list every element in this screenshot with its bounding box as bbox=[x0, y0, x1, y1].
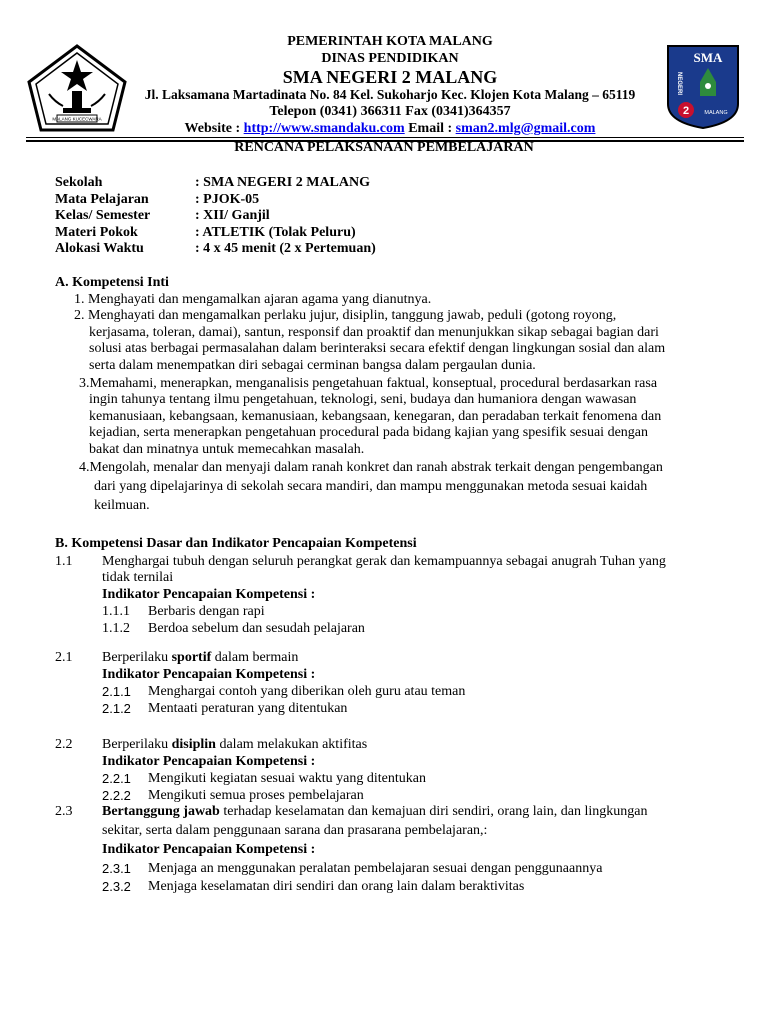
indicator-text: Menjaga keselamatan diri sendiri dan orang lain dalam beraktivitas bbox=[148, 879, 525, 894]
indicator-code: 2.3.1 bbox=[102, 861, 131, 876]
ki-line: ingin tahunya tentang ilmu pengetahuan, teknologi, seni, budaya dan humaniora dengan wawasan bbox=[89, 392, 637, 407]
indicator-text: Menjaga an menggunakan peralatan pembelajaran sesuai dengan penggunaannya bbox=[148, 861, 603, 876]
logo-negeri-text: NEGERI bbox=[676, 72, 682, 96]
indicator-text: Berbaris dengan rapi bbox=[148, 604, 265, 619]
kd-number: 2.1 bbox=[55, 650, 73, 665]
indicator-heading: Indikator Pencapaian Kompetensi : bbox=[102, 842, 316, 857]
kd-keyword: Bertanggung jawab bbox=[102, 804, 220, 819]
ki-line: kemanusiaan, kebangsaan, kemanusiaan, kebangsaan, kenegaran, dan peradaban terkait fenomena dan bbox=[89, 409, 662, 424]
ki-line: solusi atas berbagai permasalahan dalam berinteraksi secara efektif dengan lingkungan sosial dan alam bbox=[89, 341, 666, 356]
contact-line bbox=[140, 121, 640, 137]
indicator-heading: Indikator Pencapaian Kompetensi : bbox=[102, 587, 316, 602]
indicator-code: 2.2.1 bbox=[102, 771, 131, 786]
kd-keyword: disiplin bbox=[171, 737, 216, 752]
identity-value: : PJOK-05 bbox=[195, 192, 260, 207]
ki-line: 3.Memahami, menerapkan, menganalisis pengetahuan faktual, konseptual, procedural berdasarkan rasa bbox=[79, 376, 658, 391]
ki-line: kerjasama, toleran, damai), santun, responsif dan proaktif dan menunjukkan sikap sebagai bagian dari bbox=[89, 325, 659, 340]
indicator-text: Mentaati peraturan yang ditentukan bbox=[148, 701, 348, 716]
logo-number: 2 bbox=[682, 105, 690, 117]
kd-pre: Berperilaku bbox=[102, 737, 172, 752]
identity-label: Kelas/ Semester bbox=[55, 208, 151, 223]
section-b-title: B. Kompetensi Dasar dan Indikator Pencapaian Kompetensi bbox=[55, 536, 417, 551]
email-label: Email : bbox=[404, 121, 456, 136]
indicator-code: 1.1.1 bbox=[102, 604, 130, 619]
indicator-code: 2.1.1 bbox=[102, 684, 131, 699]
school-phone: Telepon (0341) 366311 Fax (0341)364357 bbox=[269, 104, 511, 119]
kd-number: 1.1 bbox=[55, 554, 73, 569]
kd-text: tidak ternilai bbox=[102, 570, 174, 585]
kd-post: dalam bermain bbox=[211, 650, 299, 665]
emblem-motto: MALANG KUCECWARA bbox=[52, 116, 102, 122]
government-name: PEMERINTAH KOTA MALANG bbox=[287, 34, 493, 49]
kd-text bbox=[102, 803, 648, 820]
header-divider-thin bbox=[26, 137, 744, 138]
school-name: SMA NEGERI 2 MALANG bbox=[282, 67, 498, 87]
kd-pre: Berperilaku bbox=[102, 650, 172, 665]
city-emblem-logo bbox=[25, 44, 129, 136]
ki-line: 4.Mengolah, menalar dan menyaji dalam ranah konkret dan ranah abstrak terkait dengan pengembangan bbox=[79, 460, 663, 475]
school-address: Jl. Laksamana Martadinata No. 84 Kel. Sukoharjo Kec. Klojen Kota Malang – 65119 bbox=[144, 87, 636, 102]
indicator-code: 2.1.2 bbox=[102, 701, 131, 716]
department-name: DINAS PENDIDIKAN bbox=[321, 51, 459, 66]
indicator-text: Mengikuti kegiatan sesuai waktu yang ditentukan bbox=[148, 771, 426, 786]
indicator-code: 1.1.2 bbox=[102, 621, 130, 636]
indicator-heading: Indikator Pencapaian Kompetensi : bbox=[102, 754, 316, 769]
ki-line: keilmuan. bbox=[94, 498, 150, 513]
kd-keyword: sportif bbox=[171, 650, 212, 665]
ki-line: bakat dan minatnya untuk memecahkan masalah. bbox=[89, 442, 365, 457]
indicator-text: Menghargai contoh yang diberikan oleh guru atau teman bbox=[148, 684, 466, 699]
kd-post: dalam melakukan aktifitas bbox=[215, 737, 368, 752]
kd-post: terhadap keselamatan dan kemajuan diri sendiri, orang lain, dan lingkungan bbox=[219, 804, 648, 819]
identity-value: : ATLETIK (Tolak Peluru) bbox=[195, 225, 356, 240]
identity-label: Alokasi Waktu bbox=[55, 241, 144, 256]
kd-text: Menghargai tubuh dengan seluruh perangkat gerak dan kemampuannya sebagai anugrah Tuhan yang bbox=[102, 554, 666, 569]
identity-label: Mata Pelajaran bbox=[55, 192, 149, 207]
indicator-code: 2.3.2 bbox=[102, 879, 131, 894]
school-logo bbox=[664, 42, 742, 130]
identity-label: Sekolah bbox=[55, 175, 103, 190]
kd-text bbox=[102, 649, 298, 666]
ki-line: 2. Menghayati dan mengamalkan perlaku jujur, disiplin, tanggung jawab, peduli (gotong royong, bbox=[74, 308, 617, 323]
logo-city-text: MALANG bbox=[704, 110, 728, 116]
section-a-title: A. Kompetensi Inti bbox=[55, 275, 169, 290]
ki-line: serta dalam menempatkan diri sebagai cerminan bangsa dalam pergaulan dunia. bbox=[89, 358, 536, 373]
indicator-code: 2.2.2 bbox=[102, 788, 131, 803]
identity-label: Materi Pokok bbox=[55, 225, 138, 240]
ki-line: 1. Menghayati dan mengamalkan ajaran agama yang dianutnya. bbox=[74, 292, 432, 307]
indicator-text: Mengikuti semua proses pembelajaran bbox=[148, 788, 364, 803]
email-link[interactable]: sman2.mlg@gmail.com bbox=[455, 121, 596, 136]
indicator-text: Berdoa sebelum dan sesudah pelajaran bbox=[148, 621, 365, 636]
indicator-heading: Indikator Pencapaian Kompetensi : bbox=[102, 667, 316, 682]
kd-text bbox=[102, 736, 367, 753]
document-title: RENCANA PELAKSANAAN PEMBELAJARAN bbox=[234, 140, 534, 155]
identity-value: : SMA NEGERI 2 MALANG bbox=[195, 175, 371, 190]
ki-line: dari yang dipelajarinya di sekolah secara mandiri, dan mampu menggunakan metoda sesuai kaidah bbox=[94, 479, 648, 494]
website-label: Website : bbox=[184, 121, 244, 136]
identity-value: : 4 x 45 menit (2 x Pertemuan) bbox=[195, 241, 376, 256]
kd-number: 2.3 bbox=[55, 804, 73, 819]
identity-value: : XII/ Ganjil bbox=[195, 208, 270, 223]
kd-text: sekitar, serta dalam penggunaan sarana dan prasarana pembelajaran,: bbox=[102, 823, 488, 838]
ki-line: kejadian, serta menerapkan pengetahuan procedural pada bidang kajian yang spesifik sesuai dengan bbox=[89, 425, 649, 440]
logo-sma-text: SMA bbox=[693, 50, 723, 65]
website-link[interactable]: http://www.smandaku.com bbox=[243, 121, 405, 136]
kd-number: 2.2 bbox=[55, 737, 73, 752]
